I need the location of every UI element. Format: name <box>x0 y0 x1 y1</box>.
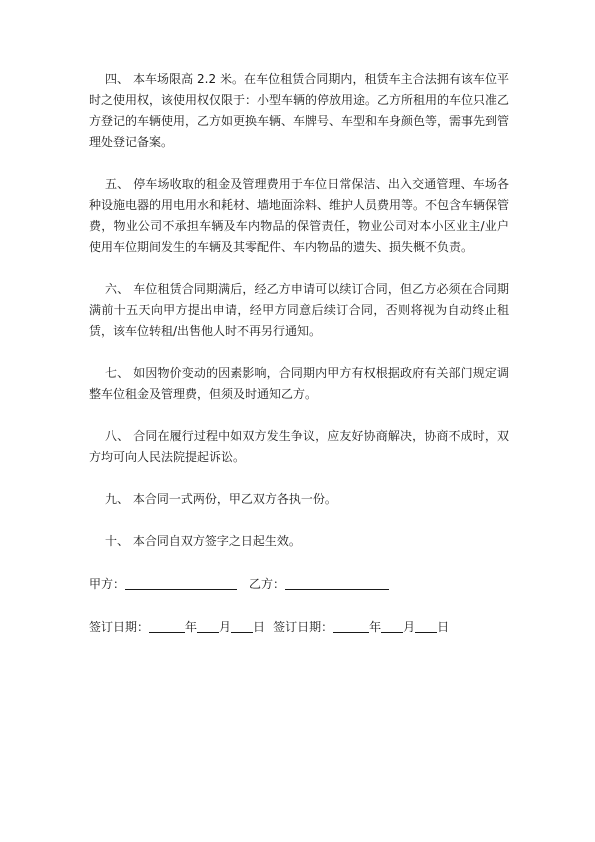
date-a-year-unit: 年 <box>185 620 198 634</box>
date-a-year-blank <box>149 618 185 633</box>
date-label-b: 签订日期： <box>273 620 334 634</box>
date-a-month-blank <box>197 618 219 633</box>
date-a-month-unit: 月 <box>219 620 232 634</box>
date-b-month-blank <box>381 618 403 633</box>
signature-line <box>89 574 509 595</box>
date-a-day-blank <box>231 618 253 633</box>
date-label-a: 签订日期： <box>89 620 150 634</box>
party-a-signature-blank <box>125 575 237 590</box>
clause-6: 六、 车位租赁合同期满后，经乙方申请可以续订合同，但乙方必须在合同期满前十五天向甲方提出申请，经甲方同意后续订合同，否则将视为自动终止租赁，该车位转租/出售他人时不再另行通知。 <box>89 282 509 338</box>
contract-body <box>89 69 509 660</box>
date-a-day-unit: 日 <box>253 620 266 634</box>
party-b-signature-blank <box>285 575 389 590</box>
clause-7: 七、 如因物价变动的因素影响，合同期内甲方有权根据政府有关部门规定调整车位租金及管理费，但须及时通知乙方。 <box>89 366 509 401</box>
date-b-month-unit: 月 <box>403 620 416 634</box>
date-b-year-blank <box>333 618 369 633</box>
clause-9: 九、 本合同一式两份，甲乙双方各执一份。 <box>105 492 337 506</box>
clause-10: 十、 本合同自双方签字之日起生效。 <box>105 534 301 548</box>
party-b-label: 乙方： <box>249 577 286 591</box>
date-line <box>89 617 509 638</box>
clause-5: 五、 停车场收取的租金及管理费用于车位日常保洁、出入交通管理、车场各种设施电器的用电用水和耗材、墙地面涂料、维护人员费用等。不包含车辆保管费，物业公司不承担车辆及车内物品的保管责任，物业公司对本小区业主/业户使用车位期间发生的车辆及其零配件、车内物品的遗失、损失概不负责。 <box>89 177 510 254</box>
party-a-label: 甲方： <box>89 577 126 591</box>
date-b-year-unit: 年 <box>369 620 382 634</box>
clause-4: 四、 本车场限高 2.2 米。在车位租赁合同期内，租赁车主合法拥有该车位平时之使用权，该使用权仅限于：小型车辆的停放用途。乙方所租用的车位只准乙方登记的车辆使用，乙方如更换车辆、车牌号、车型和车身颜色等，需事先到管理处登记备案。 <box>89 72 510 149</box>
date-b-day-blank <box>415 618 437 633</box>
date-b-day-unit: 日 <box>437 620 450 634</box>
clause-8: 八、 合同在履行过程中如双方发生争议，应友好协商解决，协商不成时，双方均可向人民法院提起诉讼。 <box>89 429 509 464</box>
